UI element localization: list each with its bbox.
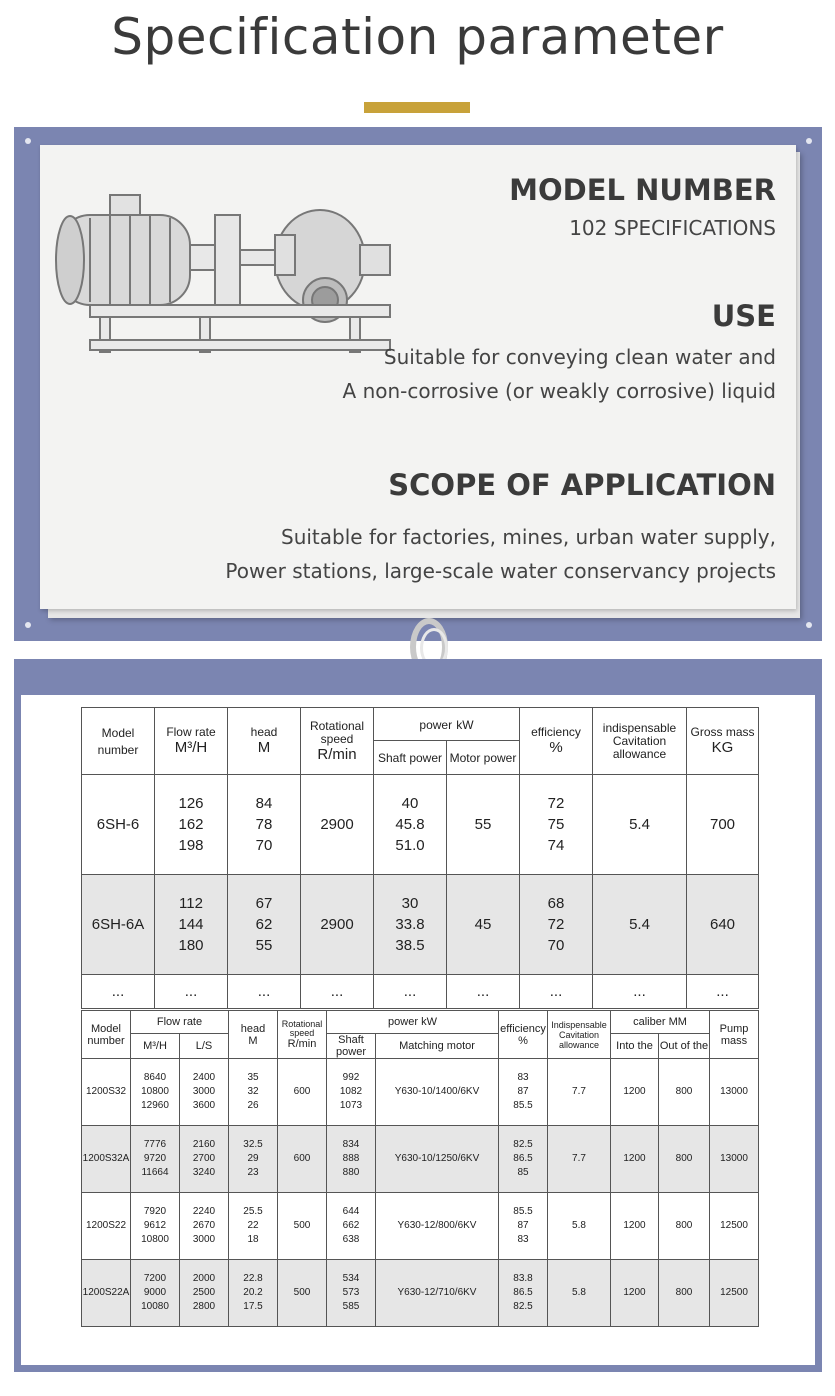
cell-model: 1200S32A <box>82 1126 131 1193</box>
cell-inlet: 1200 <box>611 1193 659 1260</box>
cell-motor: 45 <box>447 875 520 975</box>
ellipsis-cell: ... <box>301 975 374 1009</box>
ellipsis-cell: ... <box>447 975 520 1009</box>
ellipsis-cell: ... <box>374 975 447 1009</box>
table-row <box>82 1260 759 1327</box>
cell-inlet: 1200 <box>611 1059 659 1126</box>
cell-motor: 55 <box>447 775 520 875</box>
header-motor-power: Motor power <box>447 741 520 775</box>
cell-mass: 700 <box>687 775 759 875</box>
cell-cavitation: 5.8 <box>548 1193 611 1260</box>
cell-mass: 13000 <box>710 1126 759 1193</box>
cell-efficiency: 83 87 85.5 <box>499 1059 548 1126</box>
cell-speed: 600 <box>278 1126 327 1193</box>
cell-cavitation: 7.7 <box>548 1059 611 1126</box>
cell-flow-m3h: 7200 9000 10080 <box>131 1260 180 1327</box>
header-shaft-power: Shaft power <box>374 741 447 775</box>
cell-efficiency: 85.5 87 83 <box>499 1193 548 1260</box>
use-line-1: Suitable for conveying clean water and <box>383 345 776 369</box>
cell-motor: Y630-10/1250/6KV <box>376 1126 499 1193</box>
ellipsis-cell: ... <box>228 975 301 1009</box>
cell-head: 25.5 22 18 <box>229 1193 278 1260</box>
cell-efficiency: 82.5 86.5 85 <box>499 1126 548 1193</box>
use-line-2: A non-corrosive (or weakly corrosive) liquid <box>342 379 776 403</box>
page-title: Specification parameter <box>111 8 724 66</box>
cell-flow-ls: 2240 2670 3000 <box>180 1193 229 1260</box>
cell-shaft: 992 1082 1073 <box>327 1059 376 1126</box>
cell-flow-m3h: 7920 9612 10800 <box>131 1193 180 1260</box>
header-mass: Pump mass <box>710 1011 759 1059</box>
ellipsis-cell: ... <box>155 975 228 1009</box>
header-shaft-power: Shaft power <box>327 1034 376 1059</box>
cell-mass: 13000 <box>710 1059 759 1126</box>
cell-speed: 500 <box>278 1260 327 1327</box>
cell-motor: Y630-12/710/6KV <box>376 1260 499 1327</box>
cell-flow: 126 162 198 <box>155 775 228 875</box>
ellipsis-row <box>82 975 759 1009</box>
cell-model: 1200S22A <box>82 1260 131 1327</box>
header-mass: Gross mass KG <box>687 708 759 775</box>
cell-cavitation: 5.4 <box>593 775 687 875</box>
spec-table-6sh <box>81 707 759 1009</box>
cell-flow-ls: 2160 2700 3240 <box>180 1126 229 1193</box>
header-cavitation: Indispensable Cavitation allowance <box>548 1011 611 1059</box>
pin-icon <box>806 622 812 628</box>
pump-illustration <box>50 190 410 360</box>
cell-inlet: 1200 <box>611 1126 659 1193</box>
cell-outlet: 800 <box>659 1260 710 1327</box>
ellipsis-cell: ... <box>593 975 687 1009</box>
cell-head: 22.8 20.2 17.5 <box>229 1260 278 1327</box>
header-head: head M <box>229 1011 278 1059</box>
scope-line-1: Suitable for factories, mines, urban water supply, <box>281 525 776 549</box>
cell-efficiency: 83.8 86.5 82.5 <box>499 1260 548 1327</box>
table-row <box>82 1059 759 1126</box>
header-speed: Rotational speed R/min <box>301 708 374 775</box>
header-model: Model number <box>82 1011 131 1059</box>
title-underline <box>364 102 470 113</box>
scope-heading: SCOPE OF APPLICATION <box>388 468 776 502</box>
cell-inlet: 1200 <box>611 1260 659 1327</box>
ellipsis-cell: ... <box>687 975 759 1009</box>
pin-icon <box>25 622 31 628</box>
cell-head: 35 32 26 <box>229 1059 278 1126</box>
cell-flow-m3h: 8640 10800 12960 <box>131 1059 180 1126</box>
cell-mass: 640 <box>687 875 759 975</box>
ellipsis-cell: ... <box>520 975 593 1009</box>
cell-cavitation: 5.4 <box>593 875 687 975</box>
cell-head: 84 78 70 <box>228 775 301 875</box>
cell-model: 6SH-6 <box>82 775 155 875</box>
table-row <box>82 775 759 875</box>
cell-shaft: 30 33.8 38.5 <box>374 875 447 975</box>
header-efficiency: efficiency % <box>499 1011 548 1059</box>
cell-head: 67 62 55 <box>228 875 301 975</box>
cell-shaft: 40 45.8 51.0 <box>374 775 447 875</box>
header-inlet: Into the <box>611 1034 659 1059</box>
cell-outlet: 800 <box>659 1193 710 1260</box>
header-power: power kW <box>327 1011 499 1034</box>
header-head: head M <box>228 708 301 775</box>
table-row <box>82 1126 759 1193</box>
cell-outlet: 800 <box>659 1126 710 1193</box>
cell-model: 1200S32 <box>82 1059 131 1126</box>
model-heading: MODEL NUMBER <box>509 173 776 207</box>
cell-flow-ls: 2400 3000 3600 <box>180 1059 229 1126</box>
cell-mass: 12500 <box>710 1193 759 1260</box>
cell-cavitation: 5.8 <box>548 1260 611 1327</box>
model-subheading: 102 SPECIFICATIONS <box>569 216 776 240</box>
cell-flow-ls: 2000 2500 2800 <box>180 1260 229 1327</box>
header-outlet: Out of the <box>659 1034 710 1059</box>
header-speed: Rotational speed R/min <box>278 1011 327 1059</box>
cell-flow-m3h: 7776 9720 11664 <box>131 1126 180 1193</box>
cell-cavitation: 7.7 <box>548 1126 611 1193</box>
cell-model: 1200S22 <box>82 1193 131 1260</box>
header-flow-m3h: M³/H <box>131 1034 180 1059</box>
header-efficiency: efficiency % <box>520 708 593 775</box>
cell-efficiency: 68 72 70 <box>520 875 593 975</box>
header-flow-ls: L/S <box>180 1034 229 1059</box>
header-cavitation: indispensable Cavitation allowance <box>593 708 687 775</box>
use-heading: USE <box>711 299 776 333</box>
cell-speed: 500 <box>278 1193 327 1260</box>
header-flow: Flow rate <box>131 1011 229 1034</box>
cell-speed: 2900 <box>301 875 374 975</box>
pin-icon <box>806 138 812 144</box>
cell-speed: 600 <box>278 1059 327 1126</box>
cell-shaft: 834 888 880 <box>327 1126 376 1193</box>
table-row <box>82 875 759 975</box>
cell-flow: 112 144 180 <box>155 875 228 975</box>
cell-head: 32.5 29 23 <box>229 1126 278 1193</box>
spec-table-1200s <box>81 1010 759 1327</box>
header-caliber: caliber MM <box>611 1011 710 1034</box>
pin-icon <box>25 138 31 144</box>
scope-line-2: Power stations, large-scale water conservancy projects <box>225 559 776 583</box>
info-card <box>40 145 796 609</box>
cell-mass: 12500 <box>710 1260 759 1327</box>
ellipsis-cell: ... <box>82 975 155 1009</box>
header-matching-motor: Matching motor <box>376 1034 499 1059</box>
cell-outlet: 800 <box>659 1059 710 1126</box>
header-power: power kW <box>374 708 520 741</box>
cell-speed: 2900 <box>301 775 374 875</box>
cell-motor: Y630-12/800/6KV <box>376 1193 499 1260</box>
table-row <box>82 1193 759 1260</box>
cell-model: 6SH-6A <box>82 875 155 975</box>
header-flow: Flow rate M³/H <box>155 708 228 775</box>
cell-shaft: 534 573 585 <box>327 1260 376 1327</box>
header-model: Model number <box>82 708 155 775</box>
cell-efficiency: 72 75 74 <box>520 775 593 875</box>
cell-shaft: 644 662 638 <box>327 1193 376 1260</box>
cell-motor: Y630-10/1400/6KV <box>376 1059 499 1126</box>
